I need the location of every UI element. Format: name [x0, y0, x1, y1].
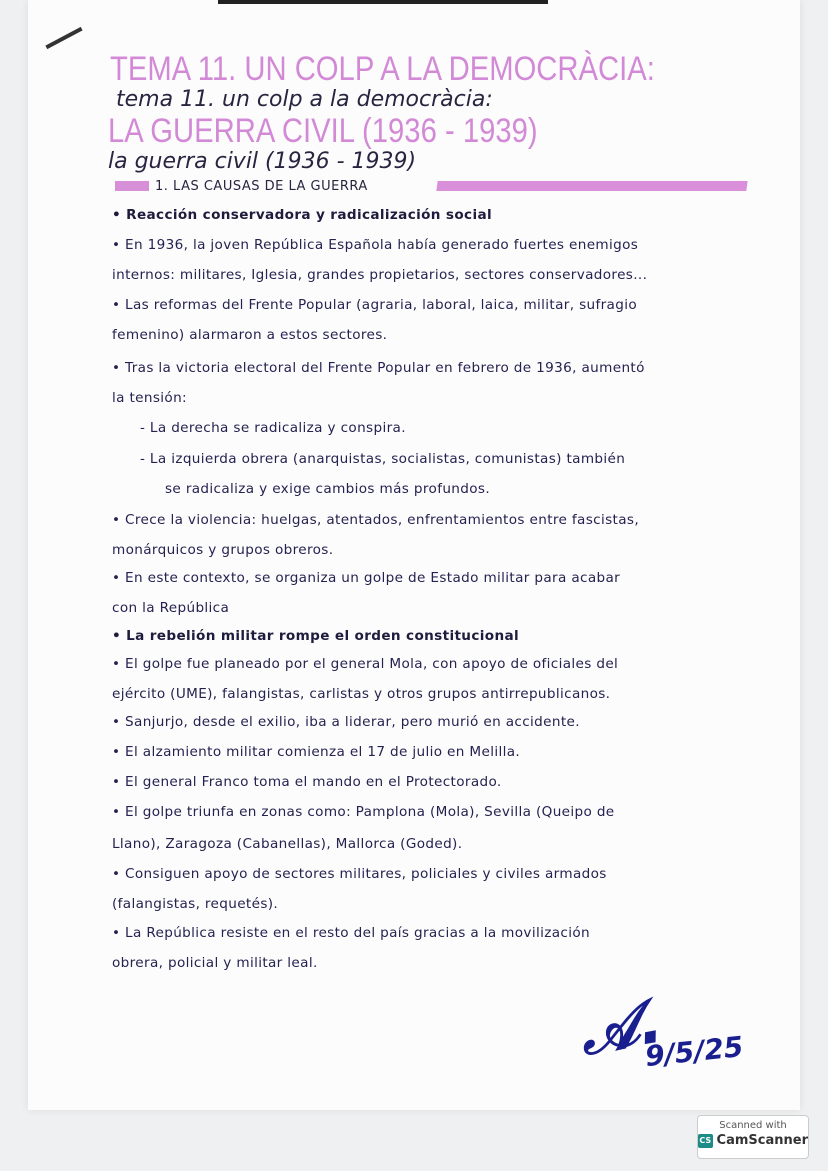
note-line: • Reacción conservadora y radicalización social: [112, 207, 493, 223]
note-line: • La República resiste en el resto del país gracias a la movilización: [112, 925, 590, 941]
camscanner-logo-icon: CS: [698, 1134, 713, 1148]
note-line: • Crece la violencia: huelgas, atentados, enfrentamientos entre fascistas,: [112, 512, 639, 528]
note-line: con la República: [112, 600, 230, 616]
note-line: • La rebelión militar rompe el orden constitucional: [112, 628, 520, 644]
title-line1-script: tema 11. un colp a la democràcia:: [116, 87, 493, 112]
note-line: (falangistas, requetés).: [112, 896, 279, 912]
section-label: 1. LAS CAUSAS DE LA GUERRA: [155, 178, 368, 194]
note-line: internos: militares, Iglesia, grandes propietarios, sectores conservadores...: [112, 267, 648, 283]
note-line: monárquicos y grupos obreros.: [112, 542, 334, 558]
section-heading: [115, 178, 368, 194]
signature-date: 9/5/25: [643, 1029, 745, 1074]
note-line: • El golpe fue planeado por el general Mola, con apoyo de oficiales del: [112, 656, 619, 672]
note-line: • El alzamiento militar comienza el 17 de julio en Melilla.: [112, 744, 521, 760]
note-line: • El general Franco toma el mando en el Protectorado.: [112, 774, 502, 790]
camscanner-watermark: [697, 1115, 809, 1159]
note-line: femenino) alarmaron a estos sectores.: [112, 327, 388, 343]
watermark-brand: CamScanner: [716, 1133, 808, 1148]
note-line: • En este contexto, se organiza un golpe de Estado militar para acabar: [112, 570, 621, 586]
highlight-block: [115, 181, 149, 191]
note-line: • Las reformas del Frente Popular (agraria, laboral, laica, militar, sufragio: [112, 297, 637, 313]
note-line: • El golpe triunfa en zonas como: Pamplona (Mola), Sevilla (Queipo de: [112, 804, 615, 820]
note-line: - La derecha se radicaliza y conspira.: [140, 420, 406, 436]
note-line: Llano), Zaragoza (Cabanellas), Mallorca (Goded).: [112, 836, 463, 852]
note-line: - La izquierda obrera (anarquistas, socialistas, comunistas) también: [140, 451, 626, 467]
scanned-page: [28, 0, 800, 1110]
page-edge-shadow: [218, 0, 548, 4]
note-line: • Consiguen apoyo de sectores militares, policiales y civiles armados: [112, 866, 607, 882]
highlight-bar: [436, 181, 747, 191]
note-line: • Tras la victoria electoral del Frente Popular en febrero de 1936, aumentó: [112, 360, 645, 376]
note-line: • En 1936, la joven República Española había generado fuertes enemigos: [112, 237, 639, 253]
signature-mark: 𝒜.: [574, 983, 668, 1070]
pen-mark: [45, 27, 82, 49]
note-line: • Sanjurjo, desde el exilio, iba a liderar, pero murió en accidente.: [112, 714, 580, 730]
note-line: ejército (UME), falangistas, carlistas y otros grupos antirrepublicanos.: [112, 686, 611, 702]
note-line: se radicaliza y exige cambios más profundos.: [165, 481, 491, 497]
watermark-caption: Scanned with: [719, 1120, 787, 1131]
title-line2-script: la guerra civil (1936 - 1939): [108, 149, 417, 174]
title-line1-caps: TEMA 11. UN COLP A LA DEMOCRÀCIA:: [110, 50, 655, 88]
note-line: la tensión:: [112, 390, 187, 406]
title-line2-caps: LA GUERRA CIVIL (1936 - 1939): [108, 112, 538, 150]
signature: [574, 983, 745, 1074]
note-line: obrera, policial y militar leal.: [112, 955, 318, 971]
